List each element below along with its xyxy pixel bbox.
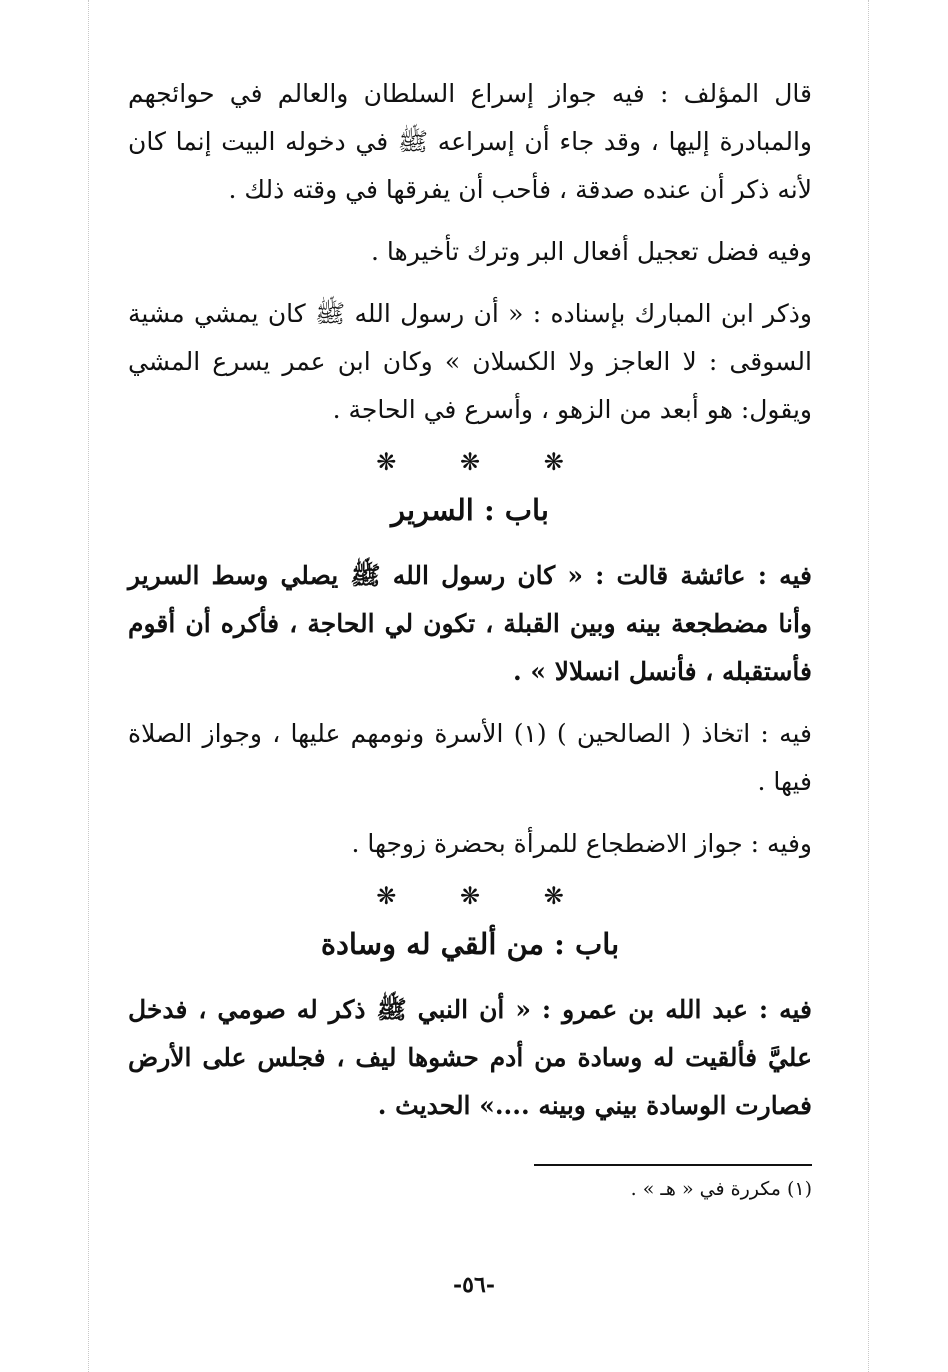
section-separator	[128, 882, 812, 910]
section-heading-bed: باب : السرير	[391, 493, 549, 527]
paragraph-ibn-mubarak: وذكر ابن المبارك بإسناده : « أن رسول الله ﷺ كان يمشي مشية السوقى : لا العاجز ولا الكسلان » وكان ابن عمر يسرع المشي ويقول: هو أبعد من الزهو ، وأسرع في الحاجة .	[128, 299, 812, 424]
separator-star: ❋	[459, 448, 481, 476]
scan-guide-line-right	[868, 0, 869, 1372]
separator-star: ❋	[376, 882, 397, 910]
separator-star: ❋	[543, 448, 564, 476]
hadith-aisha: فيه : عائشة قالت : « كان رسول الله ﷺ يصلي وسط السرير وأنا مضطجعة بينه وبين القبلة ، تكون لي الحاجة ، فأكره أن أقوم فأستقبله ، فأنسل انسلالا » .	[128, 561, 812, 686]
footnote-divider	[534, 1164, 812, 1166]
section-heading-cushion: باب : من ألقي له وسادة	[320, 927, 620, 961]
separator-star: ❋	[459, 882, 481, 910]
separator-star: ❋	[376, 448, 397, 476]
comment-beds: فيه : اتخاذ ( الصالحين ) (١) الأسرة ونومهم عليها ، وجواز الصلاة فيها .	[128, 719, 813, 796]
page-number: -٥٦-	[453, 1272, 495, 1298]
paragraph-author-comment: قال المؤلف : فيه جواز إسراع السلطان والعالم في حوائجهم والمبادرة إليها ، وقد جاء أن إسراعه ﷺ في دخوله البيت إنما كان لأنه ذكر أن عنده صدقة ، فأحب أن يفرقها في وقته ذلك .	[128, 79, 812, 204]
paragraph-virtue: وفيه فضل تعجيل أفعال البر وترك تأخيرها .	[371, 237, 812, 266]
footnote: (١) مكررة في « هـ » .	[630, 1178, 812, 1200]
hadith-abdullah-ibn-amr: فيه : عبد الله بن عمرو : « أن النبي ﷺ ذكر له صومي ، فدخل عليَّ فألقيت له وسادة من أدم حشوها ليف ، فجلس على الأرض فصارت الوسادة بيني وبينه ....» الحديث .	[128, 995, 812, 1120]
comment-lying-down: وفيه : جواز الاضطجاع للمرأة بحضرة زوجها .	[351, 829, 812, 858]
separator-star: ❋	[543, 882, 564, 910]
scan-guide-line-left	[88, 0, 89, 1372]
section-separator	[128, 448, 812, 476]
book-page	[128, 70, 812, 1204]
